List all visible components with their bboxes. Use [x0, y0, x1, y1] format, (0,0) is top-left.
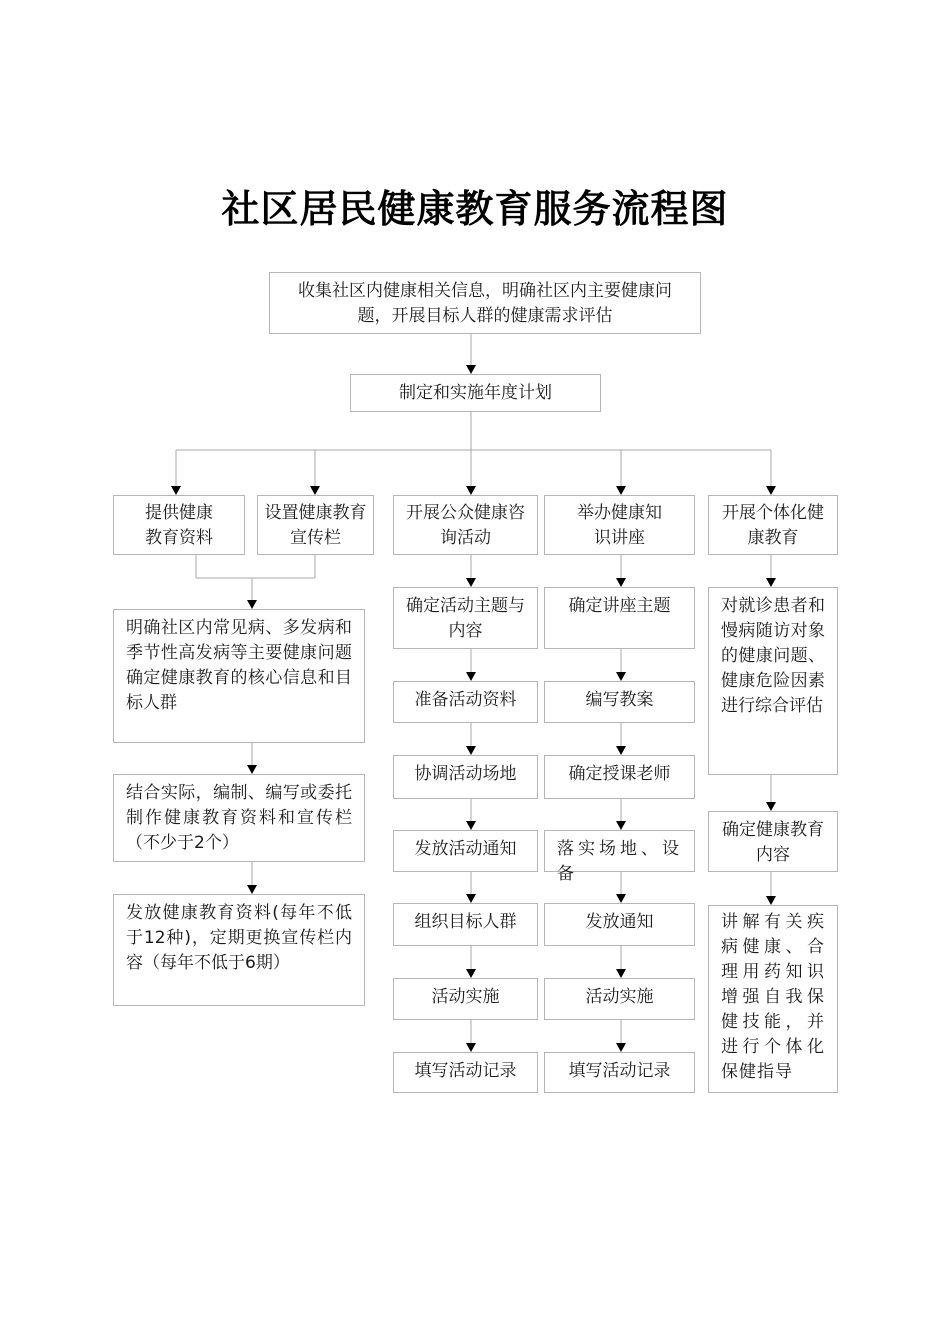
- consult-step-4: 发放活动通知: [393, 830, 538, 872]
- consult-step-2: 准备活动资料: [393, 681, 538, 723]
- individual-step-2: 确定健康教育内容: [708, 811, 838, 872]
- lecture-step-5: 发放通知: [544, 903, 695, 946]
- step-annual-plan: 制定和实施年度计划: [350, 374, 601, 412]
- header-bulletin-board: 设置健康教育宣传栏: [257, 495, 374, 555]
- individual-step-1: 对就诊患者和慢病随访对象的健康问题、健康危险因素进行综合评估: [708, 587, 838, 775]
- page-title: 社区居民健康教育服务流程图: [221, 187, 729, 231]
- consult-step-3: 协调活动场地: [393, 755, 538, 799]
- header-public-consultation: 开展公众健康咨询活动: [393, 495, 538, 555]
- consult-step-5: 组织目标人群: [393, 903, 538, 946]
- lecture-step-3: 确定授课老师: [544, 755, 695, 799]
- materials-step-2: 结合实际，编制、编写或委托制作健康教育资料和宣传栏（不少于2个）: [113, 774, 365, 862]
- header-individual-education: 开展个体化健康教育: [708, 495, 838, 555]
- individual-step-3: 讲解有关疾病健康、合理用药知识增强自我保健技能，并进行个体化保健指导: [708, 905, 838, 1093]
- lecture-step-1: 确定讲座主题: [544, 587, 695, 649]
- materials-step-3: 发放健康教育资料(每年不低于12种)，定期更换宣传栏内容（每年不低于6期）: [113, 894, 365, 1006]
- lecture-step-6: 活动实施: [544, 978, 695, 1020]
- header-provide-materials: 提供健康教育资料: [113, 495, 245, 555]
- lecture-step-4: 落实场地、设备: [544, 830, 695, 872]
- header-health-lecture: 举办健康知识讲座: [544, 495, 695, 555]
- consult-step-7: 填写活动记录: [393, 1052, 538, 1093]
- step-collect-info: 收集社区内健康相关信息，明确社区内主要健康问题，开展目标人群的健康需求评估: [269, 272, 701, 334]
- lecture-step-7: 填写活动记录: [544, 1052, 695, 1093]
- consult-step-1: 确定活动主题与内容: [393, 587, 538, 649]
- materials-step-1: 明确社区内常见病、多发病和季节性高发病等主要健康问题确定健康教育的核心信息和目标人群: [113, 609, 365, 743]
- lecture-step-2: 编写教案: [544, 681, 695, 723]
- consult-step-6: 活动实施: [393, 978, 538, 1020]
